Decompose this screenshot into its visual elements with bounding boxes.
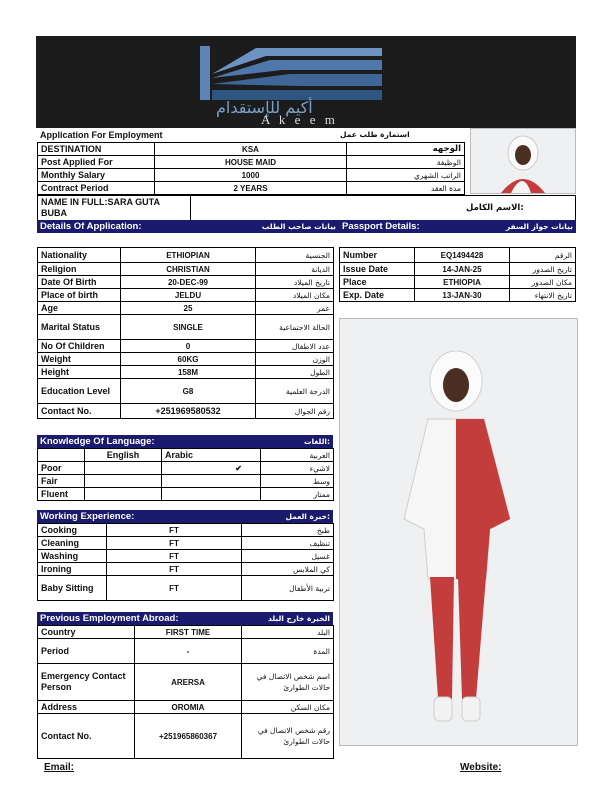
ironing-label: Ironing	[38, 563, 107, 576]
country-label-ar: البلد	[242, 626, 334, 639]
contract-value: 2 YEARS	[155, 182, 347, 195]
contact-label: Contact No.	[38, 404, 121, 419]
previous-employment-table	[37, 625, 334, 759]
experience-header-ar: خبرة العمل:	[285, 512, 330, 521]
dob-label-ar: تاريخ الميلاد	[256, 276, 334, 289]
emergency-contact-value: ARERSA	[135, 664, 242, 701]
details-header	[37, 220, 339, 233]
issue-place-label: Place	[340, 276, 415, 289]
english-column: English	[85, 449, 162, 462]
washing-label: Washing	[38, 550, 107, 563]
children-label-ar: عدد الاطفال	[256, 340, 334, 353]
table-row	[38, 366, 334, 379]
post-value: HOUSE MAID	[155, 156, 347, 169]
poor-english	[85, 462, 162, 475]
cooking-label: Cooking	[38, 524, 107, 537]
table-row	[38, 263, 334, 276]
full-name-label-ar: الاسم الكامل:	[191, 196, 576, 221]
level-fluent-ar: ممتاز	[261, 488, 334, 501]
table-row	[38, 475, 334, 488]
contract-label: Contract Period	[38, 182, 155, 195]
issue-place-label-ar: مكان الصدور	[510, 276, 576, 289]
country-label: Country	[38, 626, 135, 639]
table-row	[38, 302, 334, 315]
passport-table	[339, 247, 576, 302]
arabic-column-ar: العربية	[261, 449, 334, 462]
details-table	[37, 247, 334, 419]
period-value: -	[135, 639, 242, 664]
issue-date-label-ar: تاريخ الصدور	[510, 263, 576, 276]
passport-number-label: Number	[340, 248, 415, 263]
babysitting-label-ar: تربية الأطفال	[242, 576, 334, 601]
children-value: 0	[121, 340, 256, 353]
fair-arabic	[162, 475, 261, 488]
height-value: 158M	[121, 366, 256, 379]
experience-header-en: Working Experience:	[40, 511, 135, 522]
destination-value: KSA	[155, 143, 347, 156]
fair-english	[85, 475, 162, 488]
table-row	[38, 576, 334, 601]
passport-number-value: EQ1494428	[415, 248, 510, 263]
period-label-ar: المدة	[242, 639, 334, 664]
table-row	[38, 404, 334, 419]
children-label: No Of Children	[38, 340, 121, 353]
dob-value: 20-DEC-99	[121, 276, 256, 289]
website-label: Website:	[460, 762, 502, 773]
table-row	[38, 340, 334, 353]
emergency-contact-label-ar: اسم شخص الاتصال في حالات الطوارئ	[242, 664, 334, 701]
header-banner	[36, 36, 576, 128]
religion-label: Religion	[38, 263, 121, 276]
age-label: Age	[38, 302, 121, 315]
language-table	[37, 448, 334, 501]
salary-label: Monthly Salary	[38, 169, 155, 182]
form-title-en: Application For Employment	[40, 130, 163, 140]
table-row	[340, 289, 576, 302]
portrait-thumbnail	[470, 128, 576, 194]
issue-date-value: 14-JAN-25	[415, 263, 510, 276]
passport-header	[339, 220, 576, 233]
table-row	[38, 626, 334, 639]
language-header	[37, 435, 333, 448]
table-row	[38, 156, 465, 169]
emergency-phone-value: +251965860367	[135, 714, 242, 759]
employment-summary-table	[37, 142, 465, 195]
previous-header-ar: الخبرة خارج البلد	[268, 614, 330, 623]
height-label-ar: الطول	[256, 366, 334, 379]
washing-label-ar: غسيل	[242, 550, 334, 563]
table-row	[38, 524, 334, 537]
birthplace-value: JELDU	[121, 289, 256, 302]
contact-value: +251969580532	[121, 404, 256, 419]
table-row	[38, 537, 334, 550]
table-row	[38, 701, 334, 714]
issue-place-value: ETHIOPIA	[415, 276, 510, 289]
address-label: Address	[38, 701, 135, 714]
education-label: Education Level	[38, 379, 121, 404]
full-name: NAME IN FULL:SARA GUTA BUBA	[38, 196, 191, 221]
experience-header	[37, 510, 333, 523]
banner-english-name: A k e e m	[261, 112, 338, 127]
emergency-phone-label: Contact No.	[38, 714, 135, 759]
language-header-ar: اللغات:	[303, 437, 330, 446]
dob-label: Date Of Birth	[38, 276, 121, 289]
contact-label-ar: رقم الجوال	[256, 404, 334, 419]
table-row	[38, 248, 334, 263]
emergency-phone-label-ar: رقم شخص الاتصال في حالات الطوارئ	[242, 714, 334, 759]
nationality-value: ETHIOPIAN	[121, 248, 256, 263]
table-row	[340, 263, 576, 276]
table-row	[38, 379, 334, 404]
issue-date-label: Issue Date	[340, 263, 415, 276]
previous-header-en: Previous Employment Abroad:	[40, 613, 179, 624]
birthplace-label: Place of birth	[38, 289, 121, 302]
table-row	[340, 276, 576, 289]
table-row	[38, 462, 334, 475]
passport-header-ar: بيانات جواز السفر	[505, 222, 573, 231]
level-fair: Fair	[38, 475, 85, 488]
marital-label-ar: الحالة الاجتماعية	[256, 315, 334, 340]
religion-label-ar: الديانة	[256, 263, 334, 276]
table-row	[38, 353, 334, 366]
birthplace-label-ar: مكان الميلاد	[256, 289, 334, 302]
cleaning-label: Cleaning	[38, 537, 107, 550]
full-body-photo	[339, 318, 578, 746]
form-title-ar: استمارة طلب عمل	[340, 130, 410, 139]
period-label: Period	[38, 639, 135, 664]
table-row	[38, 182, 465, 195]
language-header-en: Knowledge Of Language:	[40, 436, 155, 447]
email-label: Email:	[44, 762, 75, 773]
previous-employment-header	[37, 612, 333, 625]
babysitting-value: FT	[107, 576, 242, 601]
name-table	[37, 195, 576, 221]
table-row	[38, 639, 334, 664]
contract-label-ar: مدة العقد	[347, 182, 465, 195]
religion-value: CHRISTIAN	[121, 263, 256, 276]
weight-label: Weight	[38, 353, 121, 366]
person-icon	[340, 319, 577, 745]
cleaning-value: FT	[107, 537, 242, 550]
ironing-value: FT	[107, 563, 242, 576]
fluent-arabic	[162, 488, 261, 501]
cooking-label-ar: طبخ	[242, 524, 334, 537]
level-poor: Poor	[38, 462, 85, 475]
level-fluent: Fluent	[38, 488, 85, 501]
destination-label: DESTINATION	[38, 143, 155, 156]
passport-number-label-ar: الرقم	[510, 248, 576, 263]
level-fair-ar: وسط	[261, 475, 334, 488]
details-header-ar: بيانات صاحب الطلب	[261, 222, 336, 231]
salary-label-ar: الراتب الشهري	[347, 169, 465, 182]
table-row	[38, 276, 334, 289]
banner-arabic-name: أكيم للإستقدام	[216, 98, 313, 117]
company-logo-icon	[186, 44, 396, 104]
table-row	[38, 143, 465, 156]
washing-value: FT	[107, 550, 242, 563]
education-value: G8	[121, 379, 256, 404]
destination-label-ar: الوجهه	[347, 143, 465, 156]
passport-header-en: Passport Details:	[342, 221, 420, 232]
age-value: 25	[121, 302, 256, 315]
arabic-column: Arabic	[162, 449, 261, 462]
salary-value: 1000	[155, 169, 347, 182]
age-label-ar: عمر	[256, 302, 334, 315]
experience-table	[37, 523, 334, 601]
weight-value: 60KG	[121, 353, 256, 366]
nationality-label: Nationality	[38, 248, 121, 263]
emergency-contact-label: Emergency Contact Person	[38, 664, 135, 701]
level-poor-ar: لاشيء	[261, 462, 334, 475]
table-row	[38, 664, 334, 701]
expiry-label: Exp. Date	[340, 289, 415, 302]
address-value: OROMIA	[135, 701, 242, 714]
table-row	[38, 714, 334, 759]
expiry-value: 13-JAN-30	[415, 289, 510, 302]
nationality-label-ar: الجنسية	[256, 248, 334, 263]
table-row	[38, 488, 334, 501]
country-value: FIRST TIME	[135, 626, 242, 639]
details-header-en: Details Of Application:	[40, 221, 142, 232]
weight-label-ar: الوزن	[256, 353, 334, 366]
person-icon	[471, 129, 575, 193]
height-label: Height	[38, 366, 121, 379]
table-row	[38, 169, 465, 182]
table-row	[38, 315, 334, 340]
babysitting-label: Baby Sitting	[38, 576, 107, 601]
expiry-label-ar: تاريخ الانتهاء	[510, 289, 576, 302]
table-row	[38, 563, 334, 576]
address-label-ar: مكان السكن	[242, 701, 334, 714]
cleaning-label-ar: تنظيف	[242, 537, 334, 550]
fluent-english	[85, 488, 162, 501]
table-row	[38, 289, 334, 302]
table-row	[38, 449, 334, 462]
ironing-label-ar: كي الملابس	[242, 563, 334, 576]
poor-arabic-check: ✔	[162, 462, 261, 475]
marital-value: SINGLE	[121, 315, 256, 340]
cooking-value: FT	[107, 524, 242, 537]
marital-label: Marital Status	[38, 315, 121, 340]
table-row	[38, 550, 334, 563]
post-label-ar: الوظيفة	[347, 156, 465, 169]
post-label: Post Applied For	[38, 156, 155, 169]
table-row	[340, 248, 576, 263]
education-label-ar: الدرجة العلمية	[256, 379, 334, 404]
